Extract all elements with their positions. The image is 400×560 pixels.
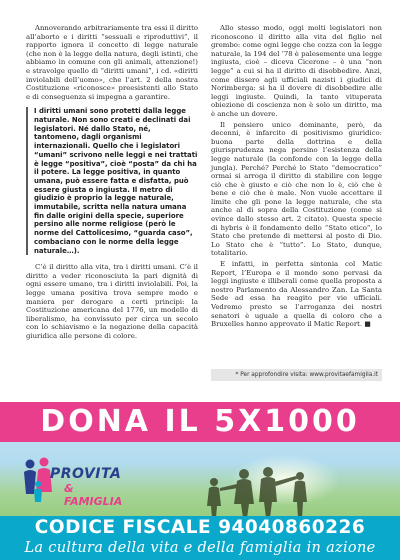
article-paragraph: C’è il diritto alla vita, tra i diritti umani. C’è il diritto a veder riconosciuta la pari dignità di ogni essere umano, tra i diritti inviolabili. Poi, la legge umana positiva trova sempre modo e maniera per derogare a certi principi: la Costituzione americana del 1776, un modello di liberalismo, ha convissuto per circa un secolo con lo schiavismo e la negazione della capacità giuridica alle persone di colore. [26, 263, 198, 341]
pull-quote: I diritti umani sono protetti dalla legge naturale. Non sono creati e declinati dai legislatori. Né dallo Stato, né, tantomeno, dagli organismi internazionali. Quello che i legislatori “umani” scrivono nelle leggi e nei trattati è legge “positiva”, cioè “posta” da chi ha il potere. La legge positiva, in quanto umana, può essere fatta e disfatta, può essere giusta o ingiusta. Il metro di giudizio è proprio la legge naturale, immutabile, scritta nella natura umana fin dalle origini della specie, superiore persino alle norme religiose (però le norme del Cattolicesimo, “guarda caso”, combaciano con le norme della legge naturale…). [26, 107, 198, 255]
provita-famiglia-logo [20, 450, 132, 512]
logo-wordmark-sub: & FAMIGLIA [64, 482, 123, 508]
donation-advertisement [0, 402, 400, 560]
family-silhouette-icon [150, 462, 390, 518]
article-column-right [211, 24, 382, 331]
logo-wordmark: PROVITA [50, 466, 122, 482]
article-column-left [26, 24, 198, 343]
source-note: * Per approfondire visita: www.provitaefamiglia.it [211, 369, 382, 381]
article-paragraph: E infatti, in perfetta sintonia col Matic Report, l’Europa e il mondo sono pervasi da leggi ingiuste e illiberali come quella proposta a nostro Parlamento da Alessandro Zan. La Santa Sede ad essa ha reagito per vie ufficiali. Vedremo presto se l’arroganza dei nostri senatori è uguale a quella di coloro che a Bruxelles hanno approvato il Matic Report. ■ [211, 260, 382, 329]
ad-footer-band [0, 516, 400, 560]
fiscal-code: CODICE FISCALE 94040860226 [34, 517, 366, 538]
article-paragraph: Annoverando arbitrariamente tra essi il diritto all’aborto e i diritti “sessuali e riproduttivi”, il rapporto ignora il concetto di legge naturale (che non è la legge della natura, degli istinti, che abbiamo in comune con gli animali, attenzione!) e stravolge quello di “diritti umani”, i cd. «diritti inviolabili dell’uomo», che l’art. 2 della nostra Costituzione «riconosce» preesistenti allo Stato e di conseguenza si impegna a garantire. [26, 24, 198, 101]
article-paragraph: Allo stesso modo, oggi molti legislatori non riconoscono il diritto alla vita del figlio nel grembo: come ogni legge che cozza con la legge naturale, la 194 del ’78 è palesemente una legge ingiusta, cioè – diceva Cicerone – è una “non legge” a cui si ha il diritto di disobbedire. Anzi, come dissero agli ufficiali nazisti i giudici di Norimberga: si ha il dovere di disobbedire alle leggi ingiuste. Quindi, la tanto vituperata obiezione di coscienza non è solo un diritto, ma è anche un dovere. [211, 24, 382, 118]
ad-headline: DONA IL 5X1000 [0, 402, 400, 442]
ad-tagline: La cultura della vita e della famiglia in azione [24, 540, 376, 556]
article-paragraph: Il pensiero unico dominante, però, da decenni, è infarcito di positivismo giuridico: buona parte della dottrina e della giurisprudenza nega persino l’esistenza della legge naturale (la confonde con la legge della jungla). Perché? Perché lo Stato “democratico” ormai si arroga il diritto di stabilire con legge ciò che è giusto e ciò che non lo è, ciò che è bene e ciò che è male. Non vuole accettare il limite che gli pone la legge naturale, che sta anche al di sopra della Costituzione (come si evince dallo stesso art. 2 citato). Questa specie di hybris è il fondamento dello “Stato etico”, lo Stato che pretende di mettersi al posto di Dio. Lo Stato che è “tutto”. Lo Stato, dunque, totalitario. [211, 120, 382, 258]
